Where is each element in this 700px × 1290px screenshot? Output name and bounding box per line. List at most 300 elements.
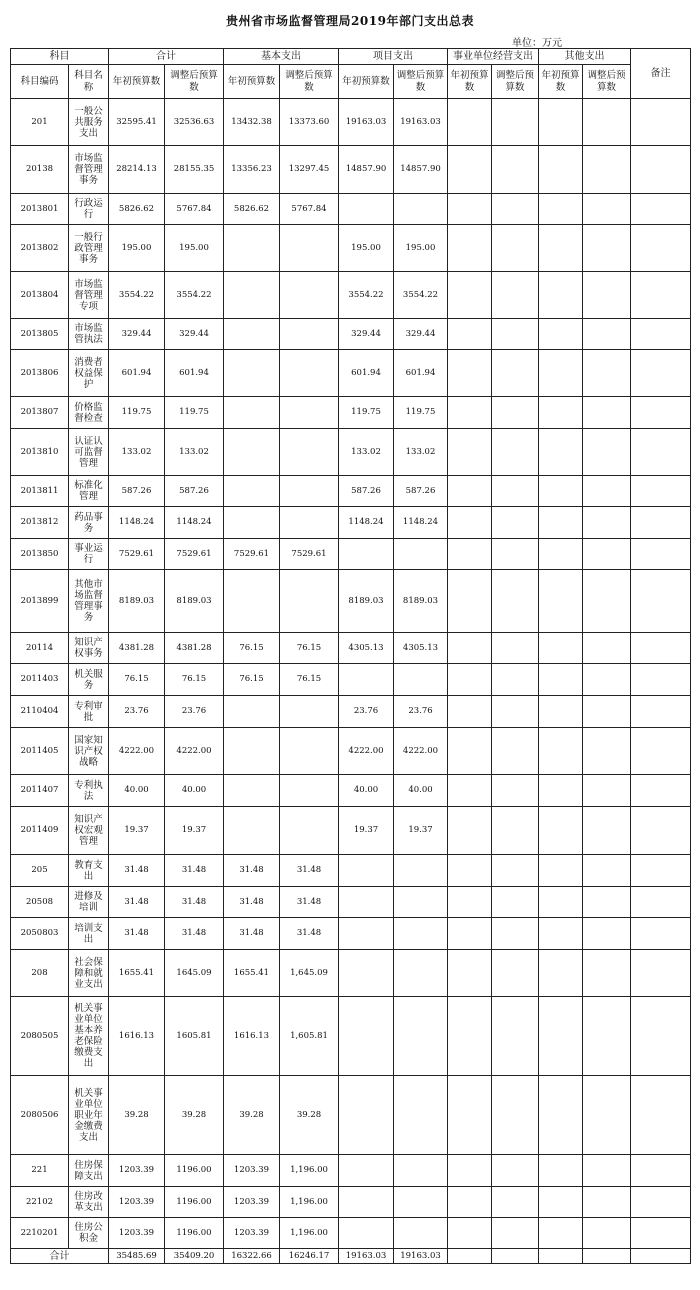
cell-basic-adjusted: 1,196.00: [280, 1187, 339, 1218]
cell-basic-adjusted: 39.28: [280, 1076, 339, 1155]
cell-project-initial: [339, 855, 394, 887]
cell-total-initial: 19.37: [109, 807, 165, 855]
cell-other-initial: [539, 146, 583, 194]
cell-project-adjusted: 195.00: [394, 225, 448, 272]
cell-other-adjusted: [583, 1187, 631, 1218]
cell-other-adjusted: [583, 633, 631, 664]
cell-other-initial: [539, 397, 583, 429]
cell-project-initial: 3554.22: [339, 272, 394, 319]
cell-basic-adjusted: 5767.84: [280, 194, 339, 225]
cell-basic-initial: 5826.62: [224, 194, 280, 225]
expenditure-table: [10, 48, 691, 1264]
cell-business-adjusted: [492, 664, 539, 696]
cell-total-initial: 1616.13: [109, 997, 165, 1076]
cell-project-adjusted: 8189.03: [394, 570, 448, 633]
cell-total-initial: 329.44: [109, 319, 165, 350]
cell-basic-initial: [224, 476, 280, 507]
cell-business-initial: [448, 1155, 492, 1187]
header-remark: 备注: [631, 49, 691, 99]
cell-basic-initial: [224, 775, 280, 807]
cell-project-initial: [339, 664, 394, 696]
header-project-initial: 年初预算数: [339, 65, 394, 99]
header-other: 其他支出: [539, 49, 631, 65]
cell-project-adjusted: [394, 997, 448, 1076]
cell-business-adjusted: [492, 728, 539, 775]
cell-business-adjusted: [492, 350, 539, 397]
cell-business-adjusted: [492, 1187, 539, 1218]
cell-other-adjusted: [583, 225, 631, 272]
cell-code: 20138: [11, 146, 69, 194]
cell-other-initial: [539, 1076, 583, 1155]
header-business: 事业单位经营支出: [448, 49, 539, 65]
cell-other-initial: [539, 1155, 583, 1187]
cell-code: 2013806: [11, 350, 69, 397]
cell-project-adjusted: 23.76: [394, 696, 448, 728]
cell-code: 2011407: [11, 775, 69, 807]
cell-total-adjusted: 133.02: [165, 429, 224, 476]
cell-business-adjusted: [492, 807, 539, 855]
cell-code: 2013812: [11, 507, 69, 539]
table-row: [11, 855, 691, 887]
header-project: 项目支出: [339, 49, 448, 65]
cell-project-initial: [339, 1187, 394, 1218]
cell-basic-adjusted: 1,645.09: [280, 950, 339, 997]
header-other-initial: 年初预算数: [539, 65, 583, 99]
cell-total-initial: 1203.39: [109, 1218, 165, 1249]
cell-other-initial: [539, 194, 583, 225]
cell-total-adjusted: 31.48: [165, 887, 224, 918]
cell-total-adjusted: 329.44: [165, 319, 224, 350]
cell-business-initial: [448, 539, 492, 570]
cell-other-adjusted: [583, 1218, 631, 1249]
cell-project-initial: [339, 1155, 394, 1187]
cell-remark: [631, 272, 691, 319]
cell-other-initial: [539, 1187, 583, 1218]
cell-other-initial: [539, 997, 583, 1076]
table-row: [11, 664, 691, 696]
cell-business-adjusted: [492, 507, 539, 539]
cell-name: 知识产权宏观管理: [69, 807, 109, 855]
cell-other-adjusted: [583, 476, 631, 507]
cell-total-adjusted: 5767.84: [165, 194, 224, 225]
cell-remark: [631, 429, 691, 476]
cell-code: 2080506: [11, 1076, 69, 1155]
total-cell: [448, 1249, 492, 1264]
cell-code: 2050803: [11, 918, 69, 950]
cell-basic-initial: 31.48: [224, 918, 280, 950]
cell-other-initial: [539, 775, 583, 807]
table-row: [11, 272, 691, 319]
cell-other-initial: [539, 99, 583, 146]
cell-project-adjusted: [394, 1218, 448, 1249]
cell-remark: [631, 887, 691, 918]
cell-code: 201: [11, 99, 69, 146]
header-total-adjusted: 调整后预算数: [165, 65, 224, 99]
cell-basic-initial: 31.48: [224, 887, 280, 918]
cell-project-adjusted: [394, 539, 448, 570]
cell-project-adjusted: 40.00: [394, 775, 448, 807]
cell-remark: [631, 397, 691, 429]
cell-code: 2110404: [11, 696, 69, 728]
cell-remark: [631, 728, 691, 775]
cell-code: 2013899: [11, 570, 69, 633]
cell-remark: [631, 539, 691, 570]
cell-other-adjusted: [583, 99, 631, 146]
cell-total-adjusted: 3554.22: [165, 272, 224, 319]
cell-basic-adjusted: [280, 696, 339, 728]
cell-business-adjusted: [492, 194, 539, 225]
cell-total-adjusted: 195.00: [165, 225, 224, 272]
cell-basic-adjusted: 31.48: [280, 855, 339, 887]
cell-name: 市场监督管理专项: [69, 272, 109, 319]
header-basic-adjusted: 调整后预算数: [280, 65, 339, 99]
header-basic: 基本支出: [224, 49, 339, 65]
cell-business-initial: [448, 429, 492, 476]
cell-business-adjusted: [492, 146, 539, 194]
cell-code: 2013810: [11, 429, 69, 476]
cell-other-initial: [539, 633, 583, 664]
table-row: [11, 775, 691, 807]
cell-basic-adjusted: 13297.45: [280, 146, 339, 194]
cell-other-initial: [539, 570, 583, 633]
total-cell: [492, 1249, 539, 1264]
cell-business-initial: [448, 918, 492, 950]
total-cell: 19163.03: [339, 1249, 394, 1264]
cell-basic-initial: 13356.23: [224, 146, 280, 194]
cell-project-adjusted: 19163.03: [394, 99, 448, 146]
cell-remark: [631, 633, 691, 664]
cell-project-adjusted: 3554.22: [394, 272, 448, 319]
cell-business-adjusted: [492, 696, 539, 728]
header-total-initial: 年初预算数: [109, 65, 165, 99]
header-name: 科目名称: [69, 65, 109, 99]
header-business-initial: 年初预算数: [448, 65, 492, 99]
cell-name: 市场监管执法: [69, 319, 109, 350]
cell-basic-initial: 1203.39: [224, 1218, 280, 1249]
cell-code: 2011403: [11, 664, 69, 696]
cell-other-initial: [539, 539, 583, 570]
cell-project-adjusted: 119.75: [394, 397, 448, 429]
cell-name: 其他市场监督管理事务: [69, 570, 109, 633]
cell-other-initial: [539, 319, 583, 350]
cell-name: 标准化管理: [69, 476, 109, 507]
cell-name: 价格监督检查: [69, 397, 109, 429]
cell-remark: [631, 1076, 691, 1155]
cell-business-initial: [448, 1187, 492, 1218]
cell-business-initial: [448, 775, 492, 807]
cell-other-adjusted: [583, 429, 631, 476]
cell-basic-adjusted: [280, 570, 339, 633]
cell-other-initial: [539, 429, 583, 476]
cell-project-initial: [339, 950, 394, 997]
cell-basic-adjusted: 1,196.00: [280, 1155, 339, 1187]
cell-name: 住房公积金: [69, 1218, 109, 1249]
cell-other-adjusted: [583, 1155, 631, 1187]
cell-remark: [631, 476, 691, 507]
table-row: [11, 570, 691, 633]
cell-code: 2013811: [11, 476, 69, 507]
cell-basic-initial: 1616.13: [224, 997, 280, 1076]
cell-project-initial: 119.75: [339, 397, 394, 429]
cell-project-adjusted: [394, 194, 448, 225]
cell-business-initial: [448, 728, 492, 775]
cell-basic-initial: [224, 807, 280, 855]
cell-remark: [631, 194, 691, 225]
cell-basic-initial: 1203.39: [224, 1155, 280, 1187]
header-project-adjusted: 调整后预算数: [394, 65, 448, 99]
cell-basic-adjusted: [280, 507, 339, 539]
cell-code: 2210201: [11, 1218, 69, 1249]
cell-other-adjusted: [583, 696, 631, 728]
header-other-adjusted: 调整后预算数: [583, 65, 631, 99]
total-cell: 19163.03: [394, 1249, 448, 1264]
cell-total-initial: 4381.28: [109, 633, 165, 664]
cell-other-adjusted: [583, 918, 631, 950]
total-cell: [583, 1249, 631, 1264]
cell-code: 20508: [11, 887, 69, 918]
header-business-adjusted: 调整后预算数: [492, 65, 539, 99]
table-row: [11, 728, 691, 775]
cell-remark: [631, 507, 691, 539]
cell-other-initial: [539, 350, 583, 397]
cell-total-adjusted: 587.26: [165, 476, 224, 507]
cell-name: 消费者权益保护: [69, 350, 109, 397]
cell-code: 2013804: [11, 272, 69, 319]
cell-business-initial: [448, 855, 492, 887]
table-row: [11, 429, 691, 476]
cell-total-initial: 32595.41: [109, 99, 165, 146]
cell-basic-adjusted: 31.48: [280, 887, 339, 918]
cell-total-initial: 3554.22: [109, 272, 165, 319]
total-cell: 16246.17: [280, 1249, 339, 1264]
cell-project-initial: 19.37: [339, 807, 394, 855]
cell-project-adjusted: [394, 950, 448, 997]
cell-basic-initial: [224, 429, 280, 476]
cell-business-initial: [448, 225, 492, 272]
cell-code: 20114: [11, 633, 69, 664]
cell-basic-initial: 76.15: [224, 633, 280, 664]
total-label: 合计: [11, 1249, 109, 1264]
cell-total-initial: 1655.41: [109, 950, 165, 997]
cell-total-adjusted: 40.00: [165, 775, 224, 807]
header-row-1: [11, 49, 691, 65]
cell-basic-adjusted: [280, 728, 339, 775]
cell-total-adjusted: 7529.61: [165, 539, 224, 570]
cell-other-initial: [539, 728, 583, 775]
table-row: [11, 918, 691, 950]
table-row: [11, 633, 691, 664]
cell-code: 2080505: [11, 997, 69, 1076]
cell-name: 机关事业单位职业年金缴费支出: [69, 1076, 109, 1155]
cell-basic-initial: 13432.38: [224, 99, 280, 146]
cell-remark: [631, 696, 691, 728]
cell-name: 社会保障和就业支出: [69, 950, 109, 997]
cell-total-initial: 587.26: [109, 476, 165, 507]
header-code: 科目编码: [11, 65, 69, 99]
cell-project-initial: 4305.13: [339, 633, 394, 664]
cell-total-adjusted: 23.76: [165, 696, 224, 728]
cell-project-initial: 8189.03: [339, 570, 394, 633]
table-row: [11, 696, 691, 728]
cell-other-initial: [539, 476, 583, 507]
cell-total-initial: 31.48: [109, 855, 165, 887]
table-row: [11, 887, 691, 918]
cell-basic-initial: 1655.41: [224, 950, 280, 997]
cell-name: 住房保障支出: [69, 1155, 109, 1187]
table-row: [11, 807, 691, 855]
cell-basic-initial: [224, 728, 280, 775]
cell-business-adjusted: [492, 633, 539, 664]
cell-business-adjusted: [492, 775, 539, 807]
cell-basic-initial: [224, 507, 280, 539]
cell-total-adjusted: 31.48: [165, 855, 224, 887]
cell-total-initial: 28214.13: [109, 146, 165, 194]
table-row: [11, 476, 691, 507]
cell-business-adjusted: [492, 99, 539, 146]
cell-total-adjusted: 31.48: [165, 918, 224, 950]
cell-project-initial: 14857.90: [339, 146, 394, 194]
cell-project-initial: 133.02: [339, 429, 394, 476]
cell-basic-adjusted: [280, 225, 339, 272]
table-row: [11, 319, 691, 350]
cell-other-initial: [539, 887, 583, 918]
cell-basic-initial: [224, 319, 280, 350]
header-row-2: [11, 65, 691, 99]
table-row: [11, 1218, 691, 1249]
cell-total-adjusted: 1645.09: [165, 950, 224, 997]
table-row: [11, 1155, 691, 1187]
cell-total-adjusted: 1196.00: [165, 1218, 224, 1249]
cell-project-adjusted: 133.02: [394, 429, 448, 476]
cell-other-initial: [539, 696, 583, 728]
cell-total-initial: 601.94: [109, 350, 165, 397]
cell-remark: [631, 775, 691, 807]
cell-name: 机关服务: [69, 664, 109, 696]
cell-basic-adjusted: [280, 429, 339, 476]
cell-project-adjusted: 329.44: [394, 319, 448, 350]
total-cell: 16322.66: [224, 1249, 280, 1264]
cell-project-adjusted: [394, 855, 448, 887]
cell-project-initial: 587.26: [339, 476, 394, 507]
cell-remark: [631, 664, 691, 696]
total-cell: [539, 1249, 583, 1264]
cell-name: 机关事业单位基本养老保险缴费支出: [69, 997, 109, 1076]
cell-total-adjusted: 8189.03: [165, 570, 224, 633]
cell-name: 培训支出: [69, 918, 109, 950]
cell-business-adjusted: [492, 272, 539, 319]
cell-business-initial: [448, 350, 492, 397]
header-total: 合计: [109, 49, 224, 65]
total-cell: 35409.20: [165, 1249, 224, 1264]
cell-name: 住房改革支出: [69, 1187, 109, 1218]
table-row: [11, 350, 691, 397]
cell-remark: [631, 350, 691, 397]
cell-business-adjusted: [492, 429, 539, 476]
cell-name: 知识产权事务: [69, 633, 109, 664]
cell-basic-initial: [224, 225, 280, 272]
cell-basic-initial: 31.48: [224, 855, 280, 887]
cell-basic-adjusted: [280, 397, 339, 429]
cell-basic-initial: 39.28: [224, 1076, 280, 1155]
cell-total-adjusted: 39.28: [165, 1076, 224, 1155]
cell-basic-initial: 7529.61: [224, 539, 280, 570]
cell-basic-adjusted: [280, 775, 339, 807]
cell-remark: [631, 319, 691, 350]
cell-remark: [631, 1218, 691, 1249]
cell-total-adjusted: 19.37: [165, 807, 224, 855]
page-title: 贵州省市场监督管理局2019年部门支出总表: [226, 14, 474, 28]
cell-name: 专利执法: [69, 775, 109, 807]
cell-project-adjusted: 19.37: [394, 807, 448, 855]
cell-other-adjusted: [583, 350, 631, 397]
cell-basic-adjusted: 1,605.81: [280, 997, 339, 1076]
cell-basic-initial: 76.15: [224, 664, 280, 696]
cell-project-adjusted: [394, 1187, 448, 1218]
cell-business-initial: [448, 476, 492, 507]
cell-business-adjusted: [492, 887, 539, 918]
cell-total-adjusted: 601.94: [165, 350, 224, 397]
cell-business-adjusted: [492, 855, 539, 887]
cell-project-initial: 19163.03: [339, 99, 394, 146]
cell-total-adjusted: 1605.81: [165, 997, 224, 1076]
cell-remark: [631, 99, 691, 146]
cell-basic-adjusted: 31.48: [280, 918, 339, 950]
cell-total-adjusted: 4222.00: [165, 728, 224, 775]
cell-total-initial: 31.48: [109, 887, 165, 918]
cell-total-adjusted: 1196.00: [165, 1187, 224, 1218]
cell-other-adjusted: [583, 1076, 631, 1155]
cell-basic-initial: 1203.39: [224, 1187, 280, 1218]
cell-project-initial: 1148.24: [339, 507, 394, 539]
cell-project-adjusted: [394, 664, 448, 696]
cell-other-initial: [539, 918, 583, 950]
cell-total-adjusted: 32536.63: [165, 99, 224, 146]
cell-total-initial: 76.15: [109, 664, 165, 696]
cell-total-initial: 39.28: [109, 1076, 165, 1155]
cell-project-initial: [339, 194, 394, 225]
cell-project-adjusted: [394, 887, 448, 918]
unit-label: 单位：万元: [512, 38, 562, 49]
cell-business-adjusted: [492, 997, 539, 1076]
cell-basic-initial: [224, 272, 280, 319]
cell-other-initial: [539, 272, 583, 319]
cell-other-adjusted: [583, 319, 631, 350]
table-row: [11, 1076, 691, 1155]
cell-project-adjusted: 4222.00: [394, 728, 448, 775]
cell-basic-adjusted: 76.15: [280, 664, 339, 696]
cell-remark: [631, 1155, 691, 1187]
cell-other-adjusted: [583, 950, 631, 997]
cell-other-adjusted: [583, 664, 631, 696]
cell-total-initial: 31.48: [109, 918, 165, 950]
cell-name: 教育支出: [69, 855, 109, 887]
cell-basic-initial: [224, 397, 280, 429]
cell-business-adjusted: [492, 918, 539, 950]
cell-remark: [631, 570, 691, 633]
cell-project-adjusted: 14857.90: [394, 146, 448, 194]
header-basic-initial: 年初预算数: [224, 65, 280, 99]
cell-project-initial: 329.44: [339, 319, 394, 350]
cell-other-initial: [539, 1218, 583, 1249]
cell-business-initial: [448, 1218, 492, 1249]
cell-remark: [631, 997, 691, 1076]
cell-total-initial: 8189.03: [109, 570, 165, 633]
cell-basic-adjusted: 76.15: [280, 633, 339, 664]
cell-total-initial: 40.00: [109, 775, 165, 807]
cell-project-initial: 195.00: [339, 225, 394, 272]
cell-other-adjusted: [583, 997, 631, 1076]
cell-code: 2011405: [11, 728, 69, 775]
